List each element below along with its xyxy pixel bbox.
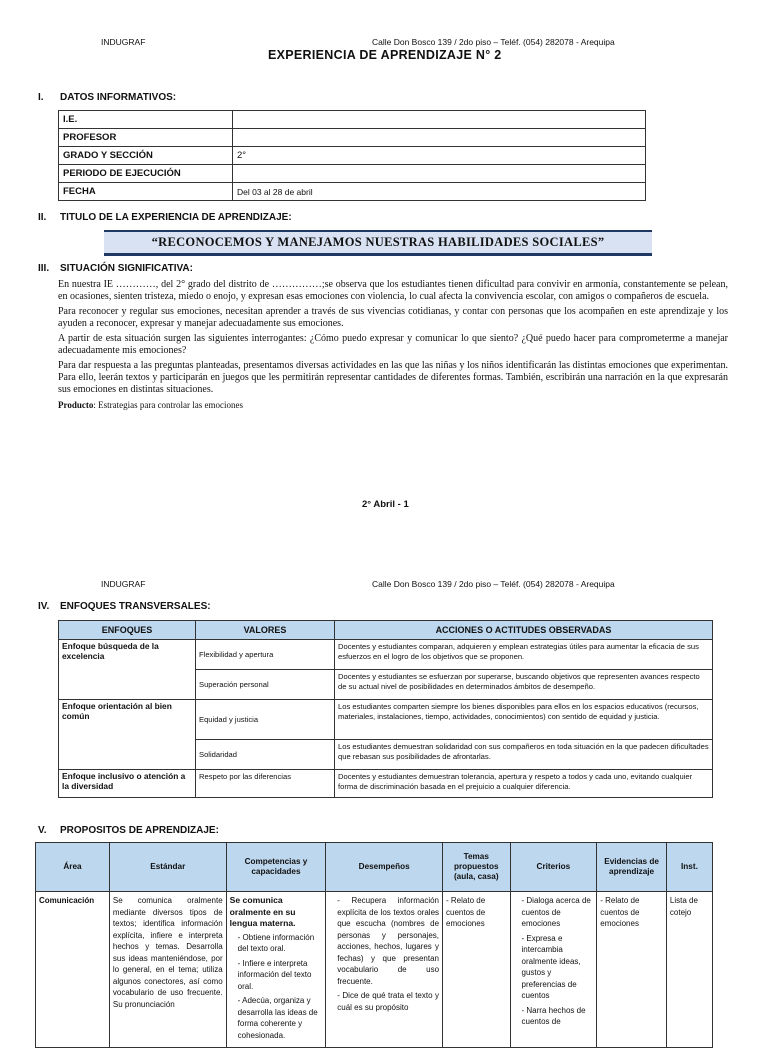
table-row xyxy=(59,770,713,798)
row-label: I.E. xyxy=(59,111,233,129)
list-item: - Adecúa, organiza y desarrolla las ideas de forma coherente y cohesionada. xyxy=(237,996,318,1040)
valor-cell: Respeto por las diferencias xyxy=(196,770,335,798)
list-item: - Dialoga acerca de cuentos de emociones xyxy=(521,896,591,928)
enfoque-cell: Enfoque orientación al bien común xyxy=(59,700,196,770)
page-title: EXPERIENCIA DE APRENDIZAJE N° 2 xyxy=(268,48,502,62)
accion-cell: Los estudiantes demuestran solidaridad con sus compañeros en toda situación en la que padecen dificultades que rebasan sus posibilidades de afrontarlas. xyxy=(335,740,713,770)
enfoque-cell: Enfoque inclusivo o atención a la diversidad xyxy=(59,770,196,798)
section-4-heading xyxy=(38,601,211,612)
row-label: PROFESOR xyxy=(59,129,233,147)
competencias-cell xyxy=(226,892,326,1048)
row-label: GRADO Y SECCIÓN xyxy=(59,147,233,165)
section-number: I. xyxy=(38,92,44,103)
table-row xyxy=(59,111,646,129)
table-header xyxy=(59,621,713,640)
row-value: Del 03 al 28 de abril xyxy=(233,183,646,201)
row-value: 2° xyxy=(233,147,646,165)
section-number: V. xyxy=(38,825,47,836)
criterios-cell xyxy=(510,892,597,1048)
table-row xyxy=(59,183,646,201)
table-row xyxy=(59,129,646,147)
section-title: DATOS INFORMATIVOS: xyxy=(60,92,177,103)
valor-cell: Superación personal xyxy=(196,670,335,700)
section-number: II. xyxy=(38,212,47,223)
criterios-list xyxy=(514,895,594,1028)
estandar-cell: Se comunica oralmente mediante diversos tipos de textos; identifica información explícita, infiere e interpreta hechos y temas. Desarrolla sus ideas manteniéndose, por lo general, en el tema; utiliza algunos conectores, así como vocabulario de uso frecuente. Su pronunciación xyxy=(109,892,226,1048)
paragraph: En nuestra IE …………, del 2° grado del distrito de ……………;se observa que los estudiantes tienen dificultad para convivir en armonía, constantemente se pelean, en ocasiones, sienten tristeza, miedo o enojo, y expresan esas emociones con violencia, lo cual afecta la convivencia escolar, con amigos o compañeros de escuela. xyxy=(58,279,728,302)
competencia-title: Se comunica oralmente en su lengua materna. xyxy=(229,895,296,928)
section-title: PROPOSITOS DE APRENDIZAJE: xyxy=(60,825,219,836)
paragraph: Para reconocer y regular sus emociones, necesitan aprender a través de sus vivencias cotidianas, y contar con personas que los acompañen en este aprendizaje y los ayuden a reconocer, expresar y manejar adecuadamente sus emociones. xyxy=(58,306,728,329)
column-header: Estándar xyxy=(109,843,226,892)
section-2-heading xyxy=(38,212,292,223)
valor-cell: Equidad y justicia xyxy=(196,700,335,740)
valor-cell: Flexibilidad y apertura xyxy=(196,640,335,670)
row-value xyxy=(233,111,646,129)
situacion-text xyxy=(58,279,728,414)
section-number: III. xyxy=(38,263,50,274)
table-row xyxy=(36,892,713,1048)
column-header: Área xyxy=(36,843,110,892)
desempenos-list xyxy=(329,895,439,1013)
org-name: INDUGRAF xyxy=(101,579,146,589)
section-3-heading xyxy=(38,263,193,274)
table-row xyxy=(59,640,713,670)
section-number: IV. xyxy=(38,601,50,612)
datos-table xyxy=(58,110,646,201)
page-footer: 2° Abril - 1 xyxy=(362,499,409,510)
evidencias-cell: - Relato de cuentos de emociones xyxy=(597,892,667,1048)
accion-cell: Docentes y estudiantes demuestran tolerancia, apertura y respeto a todos y cada uno, evitando cualquier forma de discriminación basada en el prejuicio a cualquier diferencia. xyxy=(335,770,713,798)
column-header: ENFOQUES xyxy=(59,621,196,640)
capacidades-list xyxy=(230,932,323,1042)
column-header: ACCIONES O ACTITUDES OBSERVADAS xyxy=(335,621,713,640)
column-header: Inst. xyxy=(666,843,712,892)
inst-cell: Lista de cotejo xyxy=(666,892,712,1048)
propositos-table xyxy=(35,842,713,1048)
temas-cell: - Relato de cuentos de emociones xyxy=(443,892,510,1048)
experience-title-banner: “RECONOCEMOS Y MANEJAMOS NUESTRAS HABILIDADES SOCIALES” xyxy=(104,230,652,256)
row-value xyxy=(233,129,646,147)
table-row xyxy=(59,165,646,183)
enfoques-table xyxy=(58,620,713,798)
list-item: - Recupera información explícita de los textos orales que escucha (nombres de personas y personajes, acciones, hechos, lugares y fechas) y que presentan vocabulario de uso frecuente. xyxy=(337,896,440,986)
valor-cell: Solidaridad xyxy=(196,740,335,770)
column-header: Evidencias de aprendizaje xyxy=(597,843,667,892)
row-label: FECHA xyxy=(59,183,233,201)
desempenos-cell xyxy=(326,892,443,1048)
area-cell: Comunicación xyxy=(36,892,110,1048)
section-5-heading xyxy=(38,825,219,836)
table-header xyxy=(36,843,713,892)
paragraph: A partir de esta situación surgen las siguientes interrogantes: ¿Cómo puedo expresar y comunicar lo que siento? ¿Qué puedo hacer para comprometerme a manejar adecuadamente mis emociones? xyxy=(58,333,728,356)
paragraph: Para dar respuesta a las preguntas planteadas, presentamos diversas actividades en las que las niñas y los niños identificarán las distintas emociones que experimentan. Para ello, leerán textos y participarán en juegos que les permitirán representar cantidades de diferentes formas. También, escribirán una narración en la que expresarán sus emociones en distintas situaciones. xyxy=(58,360,728,395)
section-title: ENFOQUES TRANSVERSALES: xyxy=(60,601,211,612)
section-title: TITULO DE LA EXPERIENCIA DE APRENDIZAJE: xyxy=(60,212,292,223)
accion-cell: Los estudiantes comparten siempre los bienes disponibles para ellos en los espacios educativos (recursos, materiales, instalaciones, tiempo, actividades, conocimientos) con sentido de equidad y justicia. xyxy=(335,700,713,740)
product-line xyxy=(58,399,728,411)
list-item: - Expresa e intercambia oralmente ideas, gustos y preferencias de cuentos xyxy=(521,933,581,1000)
accion-cell: Docentes y estudiantes comparan, adquieren y emplean estrategias útiles para aumentar la eficacia de sus esfuerzos en el logro de los objetivos que se proponen. xyxy=(335,640,713,670)
accion-cell: Docentes y estudiantes se esfuerzan por superarse, buscando objetivos que representen avances respecto de su actual nivel de posibilidades en determinados ámbitos de desempeño. xyxy=(335,670,713,700)
row-label: PERIODO DE EJECUCIÓN xyxy=(59,165,233,183)
product-label: Producto xyxy=(58,400,94,410)
product-text: : Estrategias para controlar las emociones xyxy=(93,400,244,410)
list-item: - Dice de qué trata el texto y cuál es su propósito xyxy=(337,991,440,1012)
list-item: - Obtiene información del texto oral. xyxy=(237,932,315,953)
row-value xyxy=(233,165,646,183)
section-1-heading xyxy=(38,92,176,103)
list-item: - Narra hechos de cuentos de xyxy=(521,1005,586,1026)
table-row xyxy=(59,700,713,740)
org-address: Calle Don Bosco 139 / 2do piso – Teléf. (054) 282078 - Arequipa xyxy=(372,579,615,589)
table-row xyxy=(59,147,646,165)
enfoque-cell: Enfoque búsqueda de la excelencia xyxy=(59,640,196,700)
section-title: SITUACIÓN SIGNIFICATIVA: xyxy=(60,263,193,274)
column-header: Criterios xyxy=(510,843,597,892)
column-header: Temas propuestos (aula, casa) xyxy=(443,843,510,892)
column-header: Desempeños xyxy=(326,843,443,892)
org-address: Calle Don Bosco 139 / 2do piso – Teléf. (054) 282078 - Arequipa xyxy=(372,37,615,47)
column-header: VALORES xyxy=(196,621,335,640)
column-header: Competencias y capacidades xyxy=(226,843,326,892)
org-name: INDUGRAF xyxy=(101,37,146,47)
list-item: - Infiere e interpreta información del texto oral. xyxy=(237,958,312,991)
